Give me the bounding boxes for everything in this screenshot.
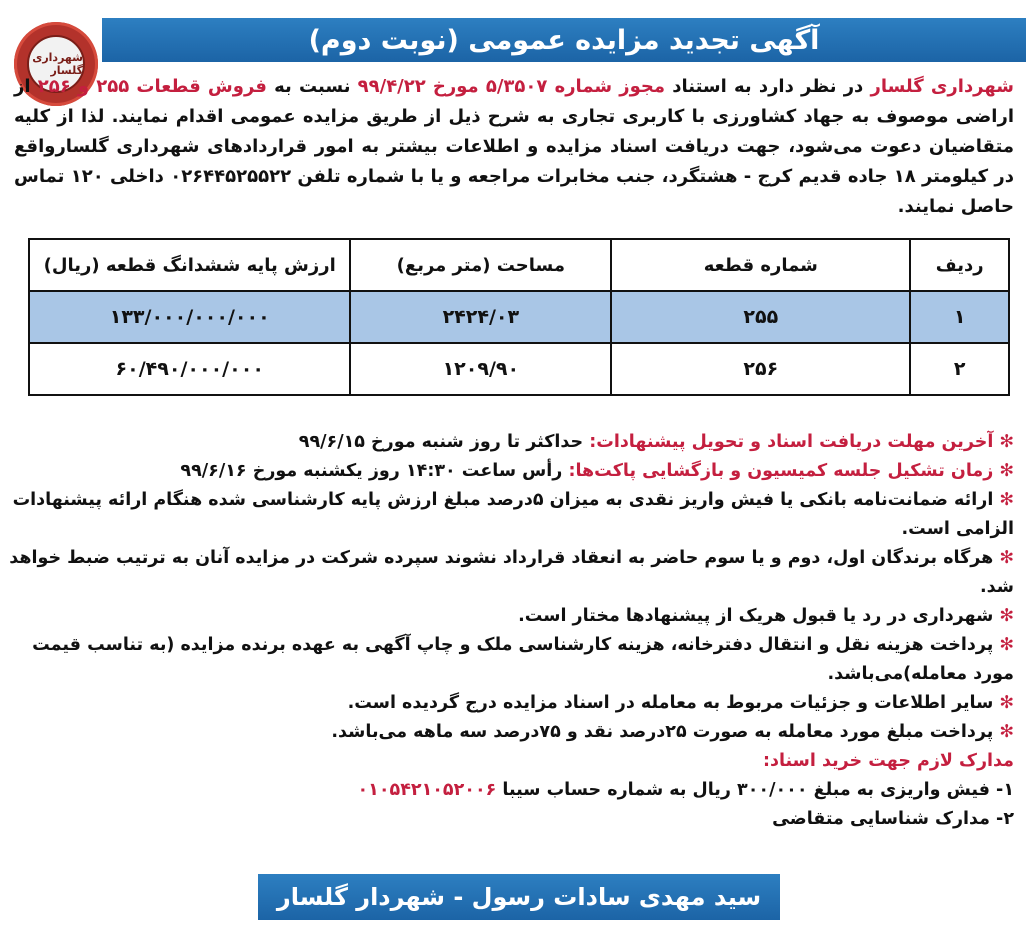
condition-text: سایر اطلاعات و جزئیات مربوط به معامله در اسناد مزایده درج گردیده است. [347, 693, 994, 713]
bullet-icon: ✻ [999, 693, 1014, 713]
session-label: زمان تشکیل جلسه کمیسیون و بازگشایی پاکت‌ها: [568, 461, 994, 481]
account-number: ۰۱۰۵۴۲۱۰۵۲۰۰۶ [357, 780, 497, 800]
doc-item-text: ۲- مدارک شناسایی متقاضی [772, 809, 1014, 829]
cell-row-number: ۱ [910, 291, 1009, 343]
deadline-label: آخرین مهلت دریافت اسناد و تحویل پیشنهادات: [589, 432, 994, 452]
table-row [29, 343, 1009, 395]
cell-area: ۲۴۲۴/۰۳ [350, 291, 611, 343]
intro-org: شهرداری گلسار [870, 76, 1014, 97]
condition-text: شهرداری در رد یا قبول هریک از پیشنهادها مختار است. [518, 606, 994, 626]
session-item [8, 457, 1014, 486]
bullet-icon: ✻ [999, 432, 1014, 452]
bullet-icon: ✻ [999, 548, 1014, 568]
bullet-icon: ✻ [999, 606, 1014, 626]
table-header-row [29, 239, 1009, 291]
list-item [8, 718, 1014, 747]
condition-text: پرداخت مبلغ مورد معامله به صورت ۲۵درصد نقد و ۷۵درصد سه ماهه می‌باشد. [331, 722, 994, 742]
list-item [8, 544, 1014, 602]
deadline-value: حداکثر تا روز شنبه مورخ ۹۹/۶/۱۵ [298, 432, 590, 452]
doc-item-text: ۱- فیش واریزی به مبلغ ۳۰۰/۰۰۰ ریال به شماره حساب سیبا [496, 780, 1014, 800]
intro-text-1: در نظر دارد به استناد [665, 76, 871, 97]
deadline-item [8, 428, 1014, 457]
intro-permit: مجوز شماره ۵/۳۵۰۷ مورخ ۹۹/۴/۲۲ [357, 76, 666, 97]
conditions-list [8, 428, 1014, 834]
list-item [8, 805, 1014, 834]
lots-table [28, 238, 1010, 396]
bullet-icon: ✻ [999, 722, 1014, 742]
cell-lot-number: ۲۵۶ [611, 343, 910, 395]
cell-base-value: ۱۳۳/۰۰۰/۰۰۰/۰۰۰ [29, 291, 350, 343]
intro-text-3: از اراضی موصوف به جهاد کشاورزی با کاربری تجاری به شرح ذیل از طریق مزایده عمومی اقدام نمایند. لذا از کلیه متقاضیان دعوت می‌شود، جهت دریافت اسناد مزایده و اطلاعات بیشتر به امور قراردادهای شهرداری گلسارواقع در کیلومتر ۱۸ جاده قدیم کرج - هشتگرد، جنب مخابرات مراجعه و یا با شماره تلفن ۰۲۶۴۴۵۲۵۵۲۲ داخلی ۱۲۰ تماس حاصل نمایند. [14, 76, 1014, 217]
cell-row-number: ۲ [910, 343, 1009, 395]
list-item [8, 631, 1014, 689]
bullet-icon: ✻ [999, 635, 1014, 655]
condition-text: ارائه ضمانت‌نامه بانکی یا فیش واریز نقدی به میزان ۵درصد مبلغ ارزش پایه کارشناسی شده هنگام ارائه پیشنهادات الزامی است. [12, 490, 1014, 539]
list-item [8, 602, 1014, 631]
list-item [8, 689, 1014, 718]
cell-area: ۱۲۰۹/۹۰ [350, 343, 611, 395]
required-docs-title: مدارک لازم جهت خرید اسناد: [762, 751, 1014, 771]
cell-lot-number: ۲۵۵ [611, 291, 910, 343]
header-lot-number: شماره قطعه [611, 239, 910, 291]
header-area: مساحت (متر مربع) [350, 239, 611, 291]
notice-title: آگهی تجدید مزایده عمومی (نوبت دوم) [102, 18, 1026, 62]
header-base-value: ارزش پایه ششدانگ قطعه (ریال) [29, 239, 350, 291]
list-item [8, 486, 1014, 544]
intro-paragraph [14, 72, 1014, 222]
session-value: رأس ساعت ۱۴:۳۰ روز یکشنبه مورخ ۹۹/۶/۱۶ [180, 461, 569, 481]
cell-base-value: ۶۰/۴۹۰/۰۰۰/۰۰۰ [29, 343, 350, 395]
intro-text-2: نسبت به [266, 76, 358, 97]
list-item [8, 776, 1014, 805]
condition-text: هرگاه برندگان اول، دوم و یا سوم حاضر به انعقاد قرارداد نشوند سپرده شرکت در مزایده آنان به ترتیب ضبط خواهد شد. [9, 548, 1014, 597]
bullet-icon: ✻ [999, 461, 1014, 481]
signature-bar: سید مهدی سادات رسول - شهردار گلسار [258, 874, 780, 920]
bullet-icon: ✻ [999, 490, 1014, 510]
condition-text: پرداخت هزینه نقل و انتقال دفترخانه، هزینه کارشناسی ملک و چاپ آگهی به عهده برنده مزایده (به تناسب قیمت مورد معامله)می‌باشد. [32, 635, 1014, 684]
header-row-number: ردیف [910, 239, 1009, 291]
logo-emblem: شهرداری گلسار [27, 35, 85, 93]
intro-sale: فروش قطعات ۲۵۵ و ۲۵۶ [37, 76, 267, 97]
table-row [29, 291, 1009, 343]
